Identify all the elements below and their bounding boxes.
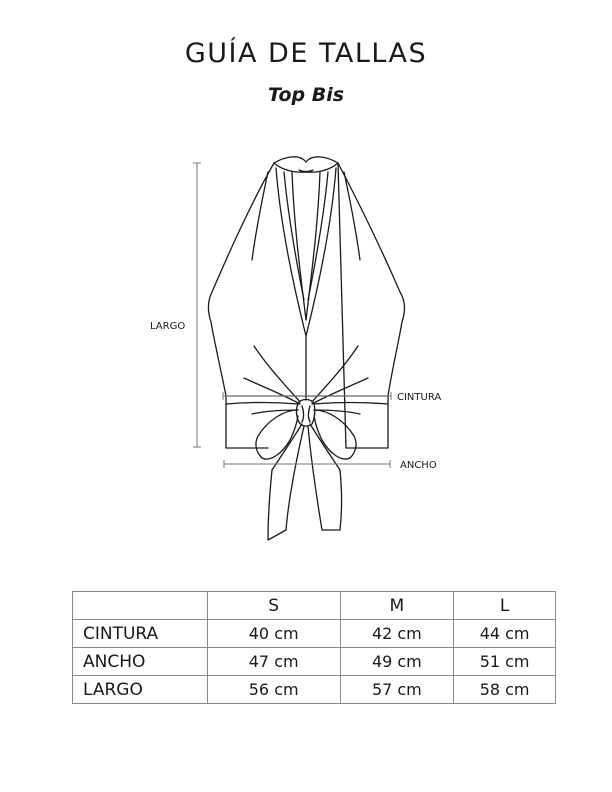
largo-label: LARGO [150, 321, 186, 332]
table-cell: 57 cm [340, 676, 454, 704]
row-label-cintura: CINTURA [73, 620, 208, 648]
table-cell: 42 cm [340, 620, 454, 648]
size-s-header: S [207, 592, 340, 620]
bow-loop-left [256, 410, 298, 459]
bow-loop-right [314, 410, 356, 459]
table-row [73, 676, 556, 704]
table-cell: 44 cm [454, 620, 556, 648]
table-row [73, 620, 556, 648]
ancho-label: ANCHO [400, 460, 437, 471]
table-cell: 58 cm [454, 676, 556, 704]
table-cell: 40 cm [207, 620, 340, 648]
top-outline [208, 163, 404, 448]
size-m-header: M [340, 592, 454, 620]
ribbon-tail-left [268, 424, 304, 540]
table-cell: 49 cm [340, 648, 454, 676]
halter-loop [274, 157, 338, 172]
size-l-header: L [454, 592, 556, 620]
size-table [72, 591, 556, 704]
row-label-largo: LARGO [73, 676, 208, 704]
v-neckline [276, 168, 336, 336]
size-header-row [73, 592, 556, 620]
table-cell: 47 cm [207, 648, 340, 676]
table-cell: 51 cm [454, 648, 556, 676]
cintura-label: CINTURA [397, 392, 442, 403]
ribbon-tail-right [308, 424, 342, 530]
table-cell: 56 cm [207, 676, 340, 704]
row-label-ancho: ANCHO [73, 648, 208, 676]
product-name: Top Bis [267, 84, 345, 106]
corner-cell [73, 592, 208, 620]
page-title: GUÍA DE TALLAS [184, 38, 428, 69]
table-row [73, 648, 556, 676]
